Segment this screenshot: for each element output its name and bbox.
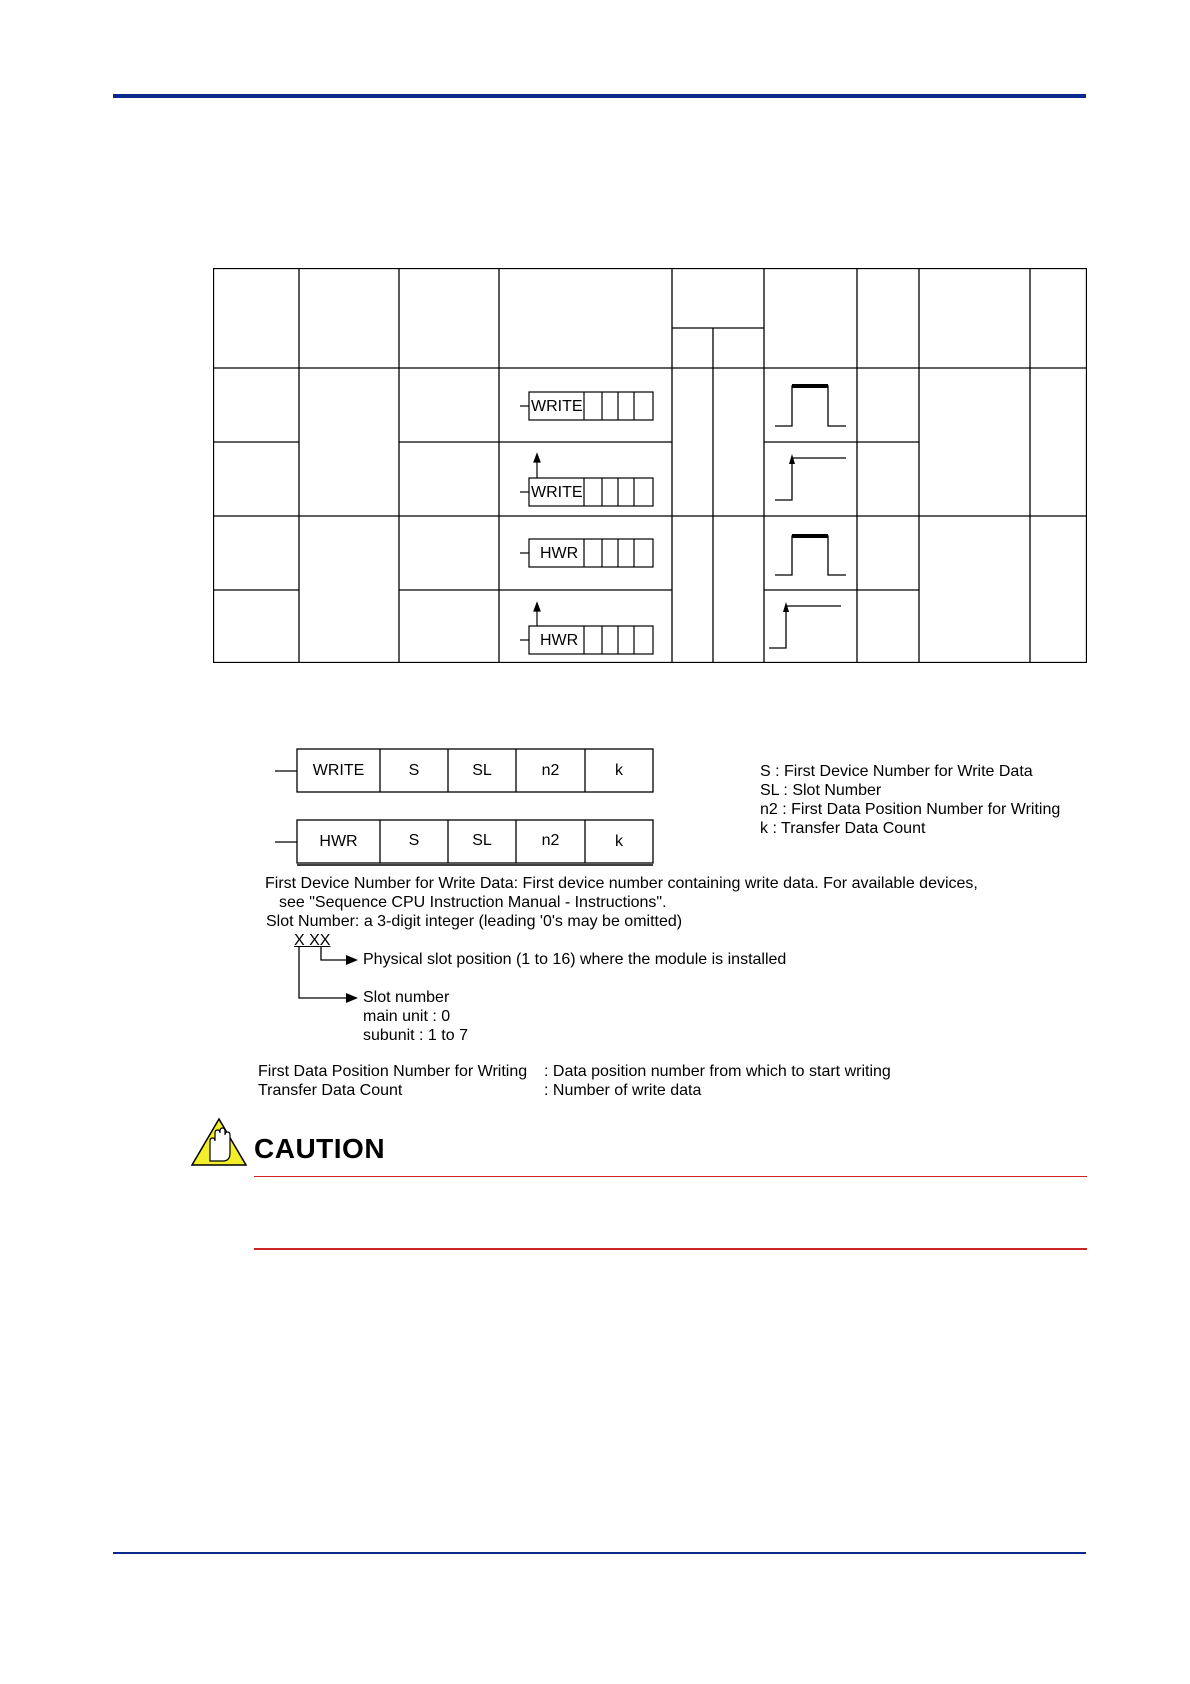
legend-sl: SL : Slot Number (760, 782, 882, 799)
syntax-k-2: k (615, 833, 623, 850)
note-transfer-label: Transfer Data Count (258, 1082, 403, 1099)
note-first-data-label: First Data Position Number for Writing (258, 1063, 528, 1080)
rising-edge-wave-2 (769, 606, 841, 648)
instruction-spec-table (213, 268, 1087, 663)
note-transfer-desc: : Number of write data (544, 1082, 702, 1099)
table-mnemonic-write-diff: WRITE (531, 484, 583, 501)
caution-hand-icon (190, 1117, 248, 1167)
note-main-unit: main unit : 0 (363, 1008, 451, 1025)
note-first-data-desc: : Data position number from which to start writing (544, 1063, 891, 1080)
spec-table-grid (213, 268, 1087, 663)
legend-s: S : First Device Number for Write Data (760, 763, 1033, 780)
caution-rule-top (254, 1176, 1087, 1177)
note-slot-num-label: Slot number (363, 989, 450, 1006)
parameter-legend (760, 762, 1060, 838)
continuous-execution-wave (775, 386, 846, 426)
table-mnemonic-hwr: HWR (540, 545, 579, 562)
note-slot-number: Slot Number: a 3-digit integer (leading '0's may be omitted) (266, 913, 683, 930)
legend-k: k : Transfer Data Count (760, 820, 926, 837)
syntax-k: k (615, 762, 623, 779)
syntax-sl: SL (472, 762, 492, 779)
note-first-device: First Device Number for Write Data: First device number containing write data. For available devices, (265, 875, 978, 892)
table-mnemonic-write: WRITE (531, 398, 583, 415)
syntax-n2-2: n2 (541, 832, 560, 849)
note-first-device-cont: see "Sequence CPU Instruction Manual - Instructions". (279, 894, 667, 911)
syntax-n2: n2 (541, 762, 560, 779)
syntax-instr-write: WRITE (312, 762, 365, 779)
legend-n2: n2 : First Data Position Number for Writing (760, 801, 1061, 818)
syntax-sl-2: SL (472, 832, 492, 849)
header-rule (113, 94, 1086, 98)
syntax-instr-hwr: HWR (319, 833, 358, 850)
caution-title: CAUTION (254, 1133, 386, 1164)
table-mnemonic-hwr-diff: HWR (540, 632, 579, 649)
rising-edge-wave (775, 458, 846, 500)
slot-arrows (290, 946, 360, 1006)
note-physical-slot: Physical slot position (1 to 16) where the module is installed (363, 951, 787, 968)
slot-format: X XX (294, 932, 331, 949)
footer-rule (113, 1552, 1086, 1554)
note-subunit: subunit : 1 to 7 (363, 1027, 468, 1044)
continuous-execution-wave-2 (775, 536, 846, 575)
caution-rule-bottom (254, 1248, 1087, 1250)
syntax-s: S (408, 762, 420, 779)
syntax-diagram (275, 747, 655, 867)
syntax-s-2: S (408, 832, 420, 849)
